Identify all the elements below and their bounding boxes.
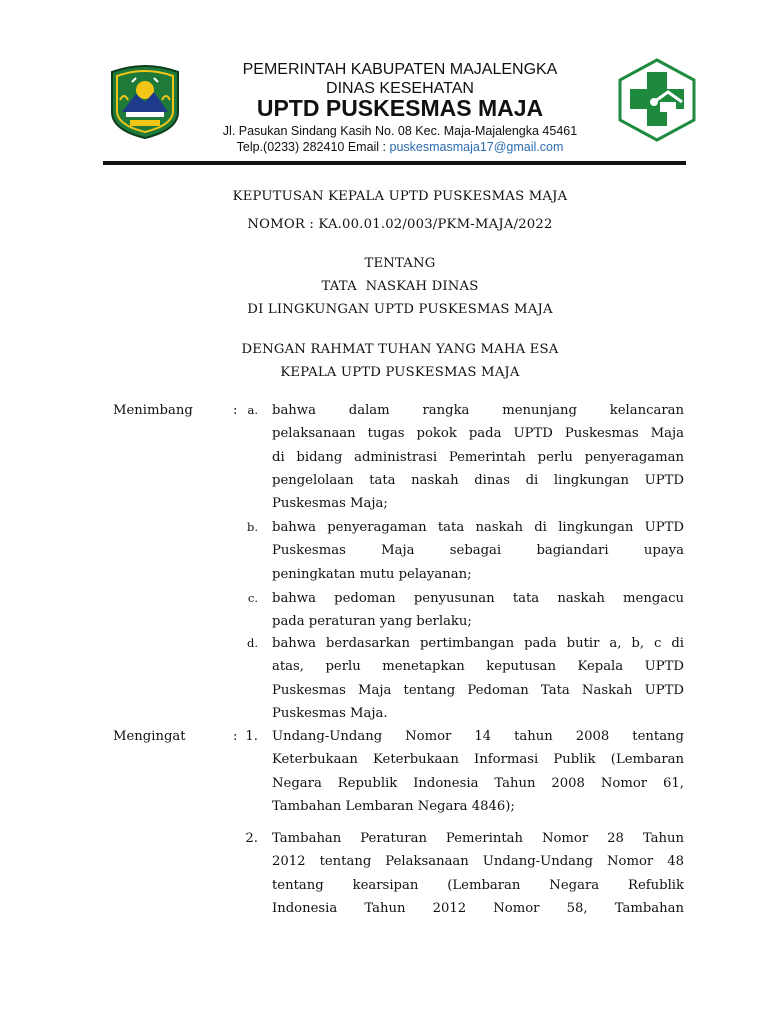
letterhead-contact: [190, 140, 610, 154]
text-line: Puskesmas Maja;: [272, 496, 388, 512]
menimbang-item-mark: d.: [246, 636, 258, 650]
menimbang-label: Menimbang: [113, 403, 193, 418]
letterhead-address: Jl. Pasukan Sindang Kasih No. 08 Kec. Maja-Majalengka 45461: [222, 124, 578, 138]
letterhead-email-link[interactable]: puskesmasmaja17@gmail.com: [389, 140, 564, 154]
mengingat-colon: :: [233, 729, 238, 744]
decree-about: TENTANG: [364, 256, 436, 271]
text-line: bahwa pedoman penyusunan tata naskah mengacu: [272, 591, 684, 606]
text-line: peningkatan mutu pelayanan;: [272, 566, 472, 582]
decree-number: NOMOR : KA.00.01.02/003/PKM-MAJA/2022: [247, 217, 553, 232]
text-line: pelaksanaan tugas pokok pada UPTD Puskesmas Maja: [272, 426, 684, 442]
menimbang-item-a: [272, 399, 684, 515]
text-line: Puskesmas Maja sebagai bagiandari upaya: [272, 543, 684, 559]
text-line: bahwa dalam rangka menunjang kelancaran: [272, 403, 684, 418]
menimbang-item-c: [272, 587, 684, 634]
decree-subject-line1: TATA NASKAH DINAS: [321, 279, 479, 294]
decree-title: KEPUTUSAN KEPALA UPTD PUSKESMAS MAJA: [232, 189, 568, 204]
text-line: atas, perlu menetapkan keputusan Kepala UPTD: [272, 659, 684, 675]
menimbang-colon: :: [233, 403, 238, 418]
decree-invocation: DENGAN RAHMAT TUHAN YANG MAHA ESA: [241, 342, 559, 357]
letterhead-government: PEMERINTAH KABUPATEN MAJALENGKA: [242, 61, 558, 78]
text-line: Puskesmas Maja tentang Pedoman Tata Naskah UPTD: [272, 682, 684, 698]
text-line: bahwa berdasarkan pertimbangan pada butir a, b, c di: [272, 636, 684, 651]
mengingat-item-mark: 1.: [245, 729, 258, 744]
text-line: tentang kearsipan (Lembaran Negara Refublik: [272, 877, 684, 893]
letterhead-divider: [103, 161, 686, 165]
menimbang-item-mark: c.: [247, 591, 258, 605]
decree-subject-line2: DI LINGKUNGAN UPTD PUSKESMAS MAJA: [247, 302, 553, 317]
menimbang-item-d: [272, 632, 684, 725]
text-line: Tambahan Peraturan Pemerintah Nomor 28 Tahun: [272, 831, 684, 846]
text-line: bahwa penyeragaman tata naskah di lingkungan UPTD: [272, 520, 684, 535]
text-line: di bidang administrasi Pemerintah perlu penyeragaman: [272, 449, 684, 465]
mengingat-item-1: [272, 725, 684, 818]
menimbang-item-b: [272, 516, 684, 586]
mengingat-item-mark: 2.: [245, 831, 258, 846]
mengingat-item-2: [272, 827, 684, 920]
letterhead-institution: UPTD PUSKESMAS MAJA: [256, 95, 544, 121]
puskesmas-cross-house-icon: [618, 58, 696, 142]
letterhead-phone: Telp.(0233) 282410 Email :: [236, 140, 390, 154]
text-line: pada peraturan yang berlaku;: [272, 614, 472, 630]
mengingat-label: Mengingat: [113, 729, 186, 744]
menimbang-item-mark: b.: [246, 520, 258, 534]
majalengka-regency-emblem-icon: [106, 62, 184, 140]
text-line: 2012 tentang Pelaksanaan Undang-Undang Nomor 48: [272, 854, 684, 870]
text-line: Indonesia Tahun 2012 Nomor 58, Tambahan: [272, 900, 684, 916]
text-line: Tambahan Lembaran Negara 4846);: [272, 798, 515, 814]
letterhead-department: DINAS KESEHATAN: [326, 80, 474, 97]
decree-official: KEPALA UPTD PUSKESMAS MAJA: [280, 365, 520, 380]
text-line: Keterbukaan Keterbukaan Informasi Publik (Lembaran: [272, 752, 684, 768]
text-line: Undang-Undang Nomor 14 tahun 2008 tentang: [272, 729, 684, 744]
text-line: pengelolaan tata naskah dinas di lingkungan UPTD: [272, 472, 684, 488]
menimbang-item-mark: a.: [247, 403, 258, 417]
text-line: Negara Republik Indonesia Tahun 2008 Nomor 61,: [272, 775, 684, 791]
text-line: Puskesmas Maja.: [272, 705, 388, 721]
